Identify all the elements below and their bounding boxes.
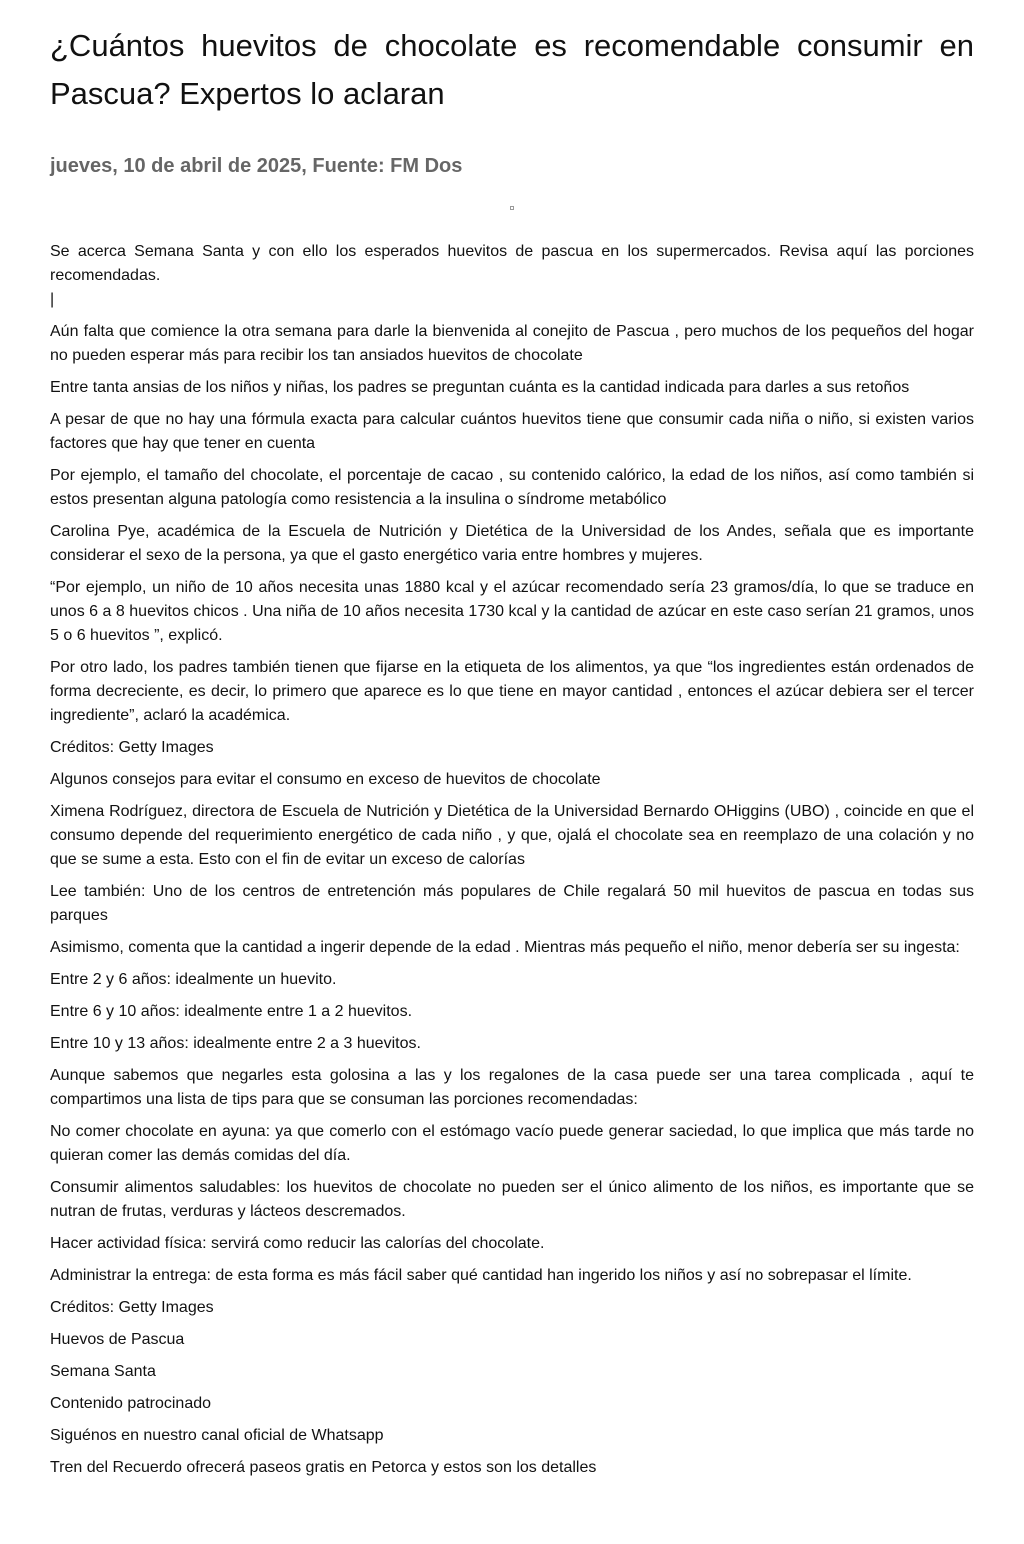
article-paragraph: “Por ejemplo, un niño de 10 años necesita unas 1880 kcal y el azúcar recomendado sería 23 gramos/día, lo que se traduce en unos 6 a 8 huevitos chicos . Una niña de 10 años necesita 1730 kcal y la cantidad de azúcar en este caso serían 21 gramos, unos 5 o 6 huevitos ”, explicó.: [50, 579, 974, 644]
article-paragraph: A pesar de que no hay una fórmula exacta para calcular cuántos huevitos tiene que consumir cada niña o niño, si existen varios factores que hay que tener en cuenta: [50, 411, 974, 452]
article-paragraph: Por ejemplo, el tamaño del chocolate, el porcentaje de cacao , su contenido calórico, la edad de los niños, así como también si estos presentan alguna patología como resistencia a la insulina o síndrome metabólico: [50, 467, 974, 508]
article-paragraph: Consumir alimentos saludables: los huevitos de chocolate no pueden ser el único alimento de los niños, es importante que se nutran de frutas, verduras y lácteos descremados.: [50, 1179, 974, 1220]
article-paragraph: Asimismo, comenta que la cantidad a ingerir depende de la edad . Mientras más pequeño el niño, menor debería ser su ingesta:: [50, 939, 960, 956]
article-meta: [50, 152, 974, 180]
article-paragraph: Entre 10 y 13 años: idealmente entre 2 a 3 huevitos.: [50, 1035, 421, 1052]
article-title: ¿Cuántos huevitos de chocolate es recomendable consumir en Pascua? Expertos lo aclaran: [50, 28, 974, 111]
article-paragraph: Entre tanta ansias de los niños y niñas, los padres se preguntan cuánta es la cantidad indicada para darles a sus retoños: [50, 379, 910, 396]
article-date: jueves, 10 de abril de 2025: [50, 155, 302, 177]
article-paragraph: Carolina Pye, académica de la Escuela de Nutrición y Dietética de la Universidad de los Andes, señala que es importante considerar el sexo de la persona, ya que el gasto energético varia entre hombres y mujeres.: [50, 523, 974, 564]
article-paragraph: Créditos: Getty Images: [50, 739, 214, 756]
broken-image-icon: [510, 206, 514, 210]
article-paragraph: Aún falta que comience la otra semana para darle la bienvenida al conejito de Pascua , pero muchos de los pequeños del hogar no pueden esperar más para recibir los tan ansiados huevitos de chocolate: [50, 323, 974, 364]
article-paragraph: Huevos de Pascua: [50, 1331, 185, 1348]
article-paragraph: Entre 2 y 6 años: idealmente un huevito.: [50, 971, 337, 988]
meta-separator: ,: [301, 155, 313, 177]
article-paragraph: No comer chocolate en ayuna: ya que comerlo con el estómago vacío puede generar saciedad, lo que implica que más tarde no quieran comer las demás comidas del día.: [50, 1123, 974, 1164]
article-paragraph: Algunos consejos para evitar el consumo en exceso de huevitos de chocolate: [50, 771, 601, 788]
article-paragraph: Entre 6 y 10 años: idealmente entre 1 a 2 huevitos.: [50, 1003, 413, 1020]
article-paragraph: Siguénos en nuestro canal oficial de Whatsapp: [50, 1427, 384, 1444]
article-source: Fuente: FM Dos: [312, 155, 463, 177]
article-paragraph: Contenido patrocinado: [50, 1395, 212, 1412]
article-paragraph: Por otro lado, los padres también tienen que fijarse en la etiqueta de los alimentos, ya que “los ingredientes están ordenados de forma decreciente, es decir, lo primero que aparece es lo que tiene en mayor cantidad , entonces el azúcar debiera ser el tercer ingrediente”, aclaró la académica.: [50, 659, 974, 724]
lead-separator: |: [50, 291, 55, 308]
article-image: [50, 192, 974, 240]
article-paragraph: Ximena Rodríguez, directora de Escuela de Nutrición y Dietética de la Universidad Bernardo OHiggins (UBO) , coincide en que el consumo depende del requerimiento energético de cada niño , y que, ojalá el chocolate sea en reemplazo de una colación y no que se sume a esta. Esto con el fin de evitar un exceso de calorías: [50, 803, 974, 868]
article-paragraph: Administrar la entrega: de esta forma es más fácil saber qué cantidad han ingerido los niños y así no sobrepasar el límite.: [50, 1267, 912, 1284]
article-paragraph: Tren del Recuerdo ofrecerá paseos gratis en Petorca y estos son los detalles: [50, 1459, 597, 1476]
article-paragraph: Aunque sabemos que negarles esta golosina a las y los regalones de la casa puede ser una tarea complicada , aquí te compartimos una lista de tips para que se consuman las porciones recomendadas:: [50, 1067, 974, 1108]
article-paragraph: Hacer actividad física: servirá como reducir las calorías del chocolate.: [50, 1235, 545, 1252]
article-paragraph: Lee también: Uno de los centros de entretención más populares de Chile regalará 50 mil huevitos de pascua en todas sus parques: [50, 883, 974, 924]
article-paragraph: Créditos: Getty Images: [50, 1299, 214, 1316]
article-lead: Se acerca Semana Santa y con ello los esperados huevitos de pascua en los supermercados. Revisa aquí las porciones recomendadas.: [50, 243, 974, 284]
article-body: [50, 320, 974, 1480]
article-paragraph: Semana Santa: [50, 1363, 156, 1380]
